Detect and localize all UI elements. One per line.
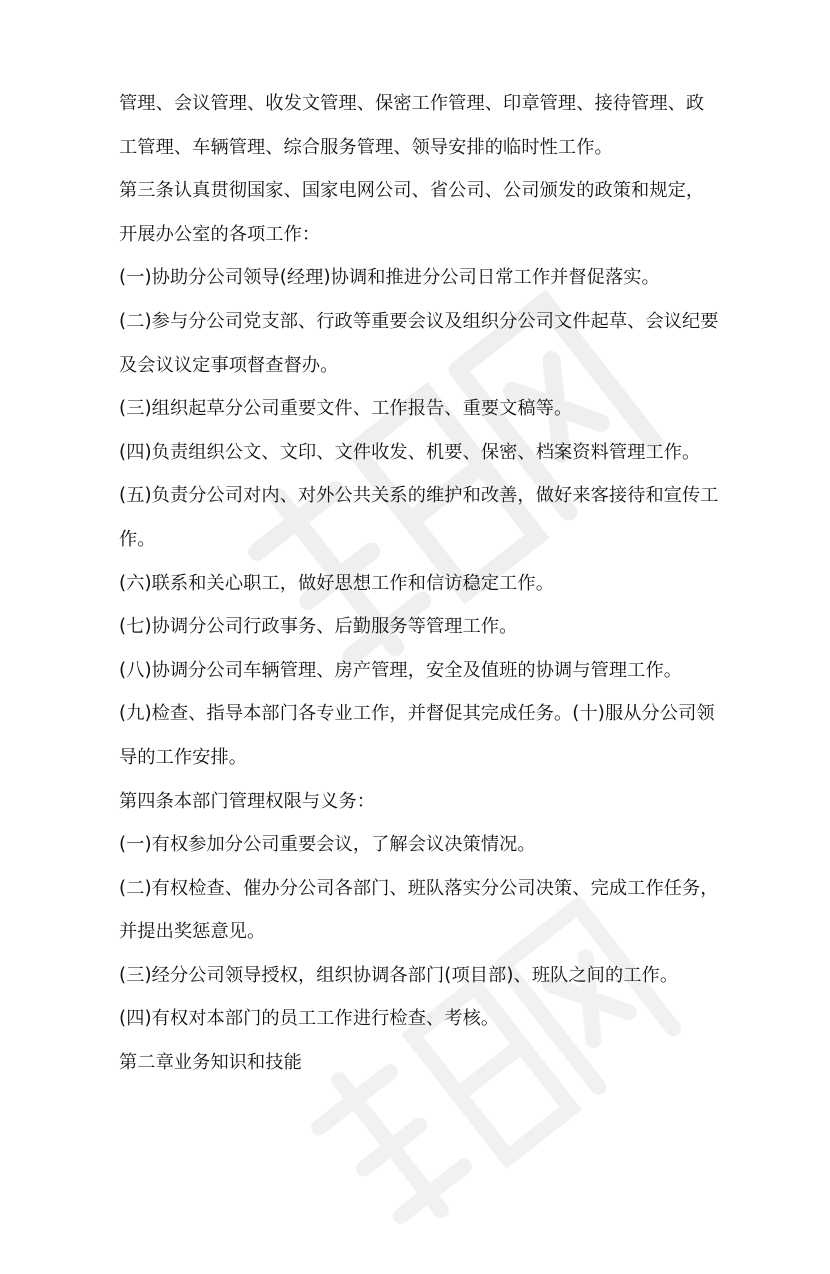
text-line: 作。 <box>119 528 156 550</box>
list-item: (一)有权参加分公司重要会议，了解会议决策情况。 <box>119 834 536 856</box>
document-body <box>119 82 759 1085</box>
list-item: (五)负责分公司对内、对外公共关系的维护和改善，做好来客接待和宣传工 <box>119 485 719 507</box>
text-line: 工管理、车辆管理、综合服务管理、领导安排的临时性工作。 <box>119 136 613 158</box>
list-item: (三)组织起草分公司重要文件、工作报告、重要文稿等。 <box>119 398 573 420</box>
text-line: 导的工作安排。 <box>119 746 248 768</box>
chapter-2-heading: 第二章业务知识和技能 <box>119 1052 302 1074</box>
list-item: (二)参与分公司党支部、行政等重要会议及组织分公司文件起草、会议纪要 <box>119 310 719 332</box>
article-3-heading: 第三条认真贯彻国家、国家电网公司、省公司、公司颁发的政策和规定， <box>119 180 705 202</box>
list-item: (七)协调分公司行政事务、后勤服务等管理工作。 <box>119 616 518 638</box>
text-line: 并提出奖惩意见。 <box>119 921 266 943</box>
list-item: (四)负责组织公文、文印、文件收发、机要、保密、档案资料管理工作。 <box>119 441 701 463</box>
article-4-heading: 第四条本部门管理权限与义务： <box>119 790 376 812</box>
list-item: (六)联系和关心职工，做好思想工作和信访稳定工作。 <box>119 572 555 594</box>
list-item: (九)检查、指导本部门各专业工作，并督促其完成任务。(十)服从分公司领 <box>119 703 715 725</box>
text-line: 开展办公室的各项工作： <box>119 223 321 245</box>
text-line: 管理、会议管理、收发文管理、保密工作管理、印章管理、接待管理、政 <box>119 93 705 114</box>
text-line: 及会议议定事项督查督办。 <box>119 354 339 376</box>
list-item: (四)有权对本部门的员工工作进行检查、考核。 <box>119 1008 500 1030</box>
list-item: (一)协助分公司领导(经理)协调和推进分公司日常工作并督促落实。 <box>119 267 660 289</box>
list-item: (二)有权检查、催办分公司各部门、班队落实分公司决策、完成工作任务， <box>119 877 719 899</box>
list-item: (八)协调分公司车辆管理、房产管理，安全及值班的协调与管理工作。 <box>119 659 683 681</box>
list-item: (三)经分公司领导授权，组织协调各部门(项目部)、班队之间的工作。 <box>119 964 679 986</box>
